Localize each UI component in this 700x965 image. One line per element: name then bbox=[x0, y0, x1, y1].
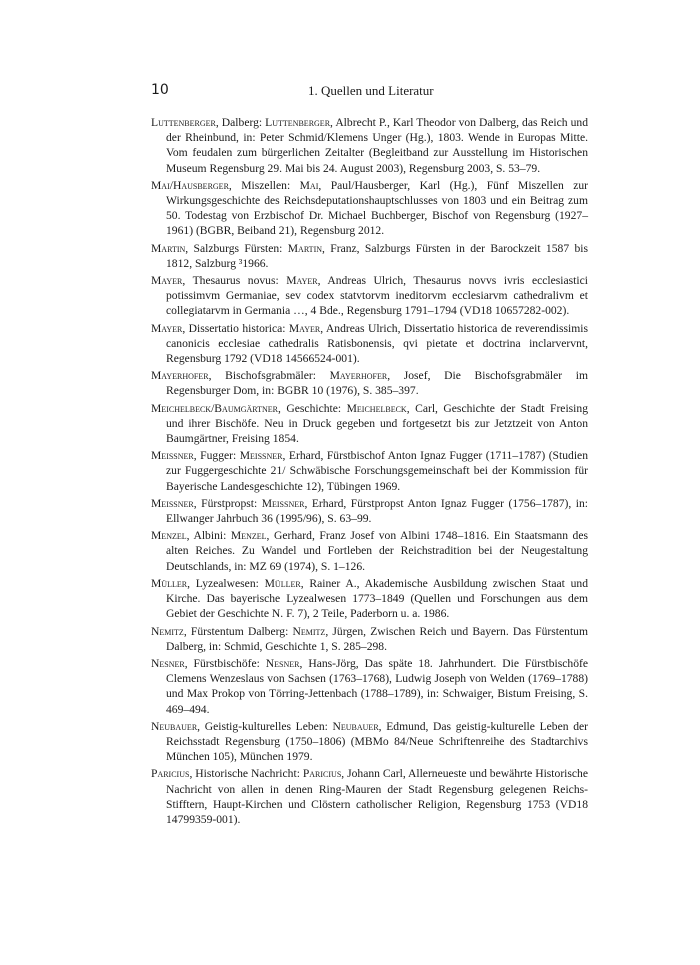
entry-citation: , Gerhard, Franz Josef von Albini 1748–1816. Ein Staatsmann des alten Reiches. Zu Wandel und Fortleben der Reichstradition bei der Neugestaltung Deutschlands, in: MZ 69 (1974), S. 1–126. bbox=[166, 529, 589, 573]
entry-key: Meichelbeck/Baumgärtner bbox=[151, 401, 279, 415]
entry-short-title: , Dalberg: bbox=[215, 116, 266, 129]
entry-author: Nesner bbox=[265, 656, 300, 670]
page-number: 10 bbox=[151, 82, 169, 98]
entry-author: Menzel bbox=[230, 529, 267, 543]
entry-citation: , Albrecht P., Karl Theodor von Dalberg, das Reich und der Rheinbund, in: Peter Schmid/Klemens Unger (Hg.), 1803. Wende in Europas Mitte. Vom feudalen zum bürgerlichen Zeitalter (Begleitband zur Ausstellung im Historischen Museum Regensburg 29. Mai bis 24. August 2003), Regensburg 2003, S. 53–79. bbox=[166, 116, 588, 175]
entry-short-title: , Albini: bbox=[186, 529, 231, 543]
page-header bbox=[151, 82, 588, 102]
entry-key: Paricius bbox=[151, 767, 190, 781]
entry-citation: , Rainer A., Akademische Ausbildung zwischen Staat und Kirche. Das bayerische Lyzealwesen 1773–1849 (Quellen und Forschungen aus dem Gebiet der Geschichte N. F. 7), 2 Teile, Paderborn u. a. 1986. bbox=[166, 576, 588, 621]
entry-key: Menzel bbox=[151, 529, 187, 543]
entry-short-title: , Geschichte: bbox=[278, 401, 347, 415]
entry-author: Mai bbox=[299, 178, 319, 192]
entry-author: Neubauer bbox=[332, 719, 379, 733]
entry-key: Mayerhofer bbox=[151, 369, 209, 383]
bibliography-entry bbox=[151, 624, 588, 654]
entry-citation: , Franz, Salzburgs Fürsten in der Barockzeit 1587 bis 1812, Salzburg ³1966. bbox=[166, 241, 588, 270]
entry-key: Mai/Hausberger bbox=[151, 178, 229, 192]
entry-citation: , Jürgen, Zwischen Reich und Bayern. Das Fürstentum Dalberg, in: Schmid, Geschichte 1, S. 285–298. bbox=[166, 624, 588, 653]
entry-author: Martin bbox=[287, 241, 323, 255]
entry-short-title: , Salzburgs Fürsten: bbox=[185, 241, 288, 255]
entry-short-title: , Fugger: bbox=[193, 449, 240, 463]
entry-short-title: , Bischofsgrabmäler: bbox=[208, 369, 330, 383]
bibliography-list bbox=[151, 115, 588, 829]
bibliography-entry bbox=[151, 401, 588, 447]
entry-author: Müller bbox=[264, 576, 301, 590]
entry-key: Mayer bbox=[151, 274, 183, 288]
bibliography-entry bbox=[151, 448, 588, 494]
entry-short-title: , Historische Nachricht: bbox=[189, 767, 303, 781]
entry-key: Müller bbox=[151, 576, 188, 590]
entry-citation: , Josef, Die Bischofsgrabmäler im Regensburger Dom, in: BGBR 10 (1976), S. 385–397. bbox=[166, 369, 588, 398]
bibliography-entry bbox=[151, 368, 588, 398]
entry-short-title: , Miszellen: bbox=[228, 178, 300, 192]
entry-author: Mayerhofer bbox=[329, 369, 388, 383]
entry-author: Meichelbeck bbox=[346, 401, 407, 415]
entry-author: Nemitz bbox=[292, 624, 326, 638]
entry-citation: , Erhard, Fürstbischof Anton Ignaz Fugger (1711–1787) (Studien zur Fuggergeschichte 21/ Schwäbische Forschungsgemeinschaft bei der Kommission für Bayerische Landesgeschichte 12), Tübingen 1969. bbox=[166, 449, 588, 493]
entry-short-title: , Thesaurus novus: bbox=[182, 274, 287, 288]
entry-citation: , Andreas Ulrich, Dissertatio historica de reverendissimis canonicis ecclesiae cathedralis Ratisbonensis, qvi pietate et doctrina inclarvervnt, Regensburg 1792 (VD18 14566524-001). bbox=[166, 321, 588, 366]
entry-citation: , Johann Carl, Allerneueste und bewährte Historische Nachricht von allen in denen Ring-Mauren der Stadt Regensburg gelegenen Reichs-Stifftern, Haupt-Kirchen und Clöstern catholischer Religion, Regensburg 1753 (VD18 14799359-001). bbox=[166, 767, 588, 826]
entry-key: Neubauer bbox=[151, 719, 198, 733]
entry-short-title: , Lyzealwesen: bbox=[187, 576, 265, 590]
bibliography-entry bbox=[151, 528, 588, 574]
bibliography-entry bbox=[151, 321, 588, 367]
entry-key: Luttenberger bbox=[151, 116, 216, 129]
entry-citation: , Hans-Jörg, Das späte 18. Jahrhundert. Die Fürstbischöfe Clemens Wenzeslaus von Sachsen (1763–1768), Ludwig Joseph von Welden (1769–1788) und Max Prokop von Törring-Jettenbach (1788–1789), in: Schwaiger, Bistum Freising, S. 469–494. bbox=[166, 656, 589, 716]
entry-author: Mayer bbox=[288, 321, 321, 335]
entry-key: Nesner bbox=[151, 656, 185, 670]
entry-citation: , Paul/Hausberger, Karl (Hg.), Fünf Miszellen zur Wirkungsgeschichte des Reichsdeputationshauptschlusses von 1803 und ein Beitrag zum 50. Todestag von Erzbischof Dr. Michael Buchberger, Bischof von Regensburg (1927–1961) (BGBR, Beiband 21), Regensburg 2012. bbox=[166, 178, 588, 238]
entry-short-title: , Fürstentum Dalberg: bbox=[183, 624, 293, 638]
entry-key: Meissner bbox=[151, 449, 194, 463]
entry-key: Martin bbox=[151, 241, 186, 255]
entry-author: Meissner bbox=[239, 449, 283, 463]
bibliography-entry bbox=[151, 576, 588, 622]
entry-citation: , Carl, Geschichte der Stadt Freising und ihrer Bischöfe. Neu in Druck gegeben und fortgesetzt bis zur Jetztzeit von Anton Baumgärtner, Freising 1854. bbox=[166, 401, 588, 446]
bibliography-entry bbox=[151, 178, 588, 239]
entry-short-title: , Geistig-kulturelles Leben: bbox=[197, 719, 333, 733]
bibliography-entry bbox=[151, 115, 588, 176]
running-head: 1. Quellen und Literatur bbox=[308, 83, 434, 98]
entry-key: Meissner bbox=[151, 496, 194, 510]
entry-key: Nemitz bbox=[151, 624, 184, 638]
entry-author: Mayer bbox=[286, 274, 318, 288]
entry-author: Paricius bbox=[302, 767, 342, 781]
bibliography-entry bbox=[151, 496, 588, 526]
bibliography-entry bbox=[151, 656, 588, 717]
entry-citation: , Edmund, Das geistig-kulturelle Leben der Reichsstadt Regensburg (1750–1806) (MBMo 84/Neue Schriftenreihe des Stadtarchivs München 105), München 1979. bbox=[166, 719, 588, 764]
entry-citation: , Erhard, Fürstpropst Anton Ignaz Fugger (1756–1787), in: Ellwanger Jahrbuch 36 (1995/96), S. 63–99. bbox=[166, 496, 588, 526]
entry-short-title: , Fürstpropst: bbox=[193, 496, 262, 510]
entry-short-title: , Dissertatio historica: bbox=[182, 321, 289, 335]
bibliography-entry bbox=[151, 273, 588, 319]
entry-author: Luttenberger bbox=[265, 116, 331, 129]
bibliography-entry bbox=[151, 766, 588, 827]
bibliography-entry bbox=[151, 241, 588, 271]
entry-citation: , Andreas Ulrich, Thesaurus novvs ivris ecclesiastici potissimvm Germaniae, sev codex statvtorvm ineditorvm ecclesiarvm cathedralivm et collegiatarvm in Germania …, 4 Bde., Regensburg 1791–1794 (VD18 10657282-002). bbox=[166, 274, 588, 318]
bibliography-entry bbox=[151, 719, 588, 765]
entry-key: Mayer bbox=[151, 321, 183, 335]
entry-author: Meissner bbox=[261, 496, 305, 510]
entry-short-title: , Fürstbischöfe: bbox=[184, 656, 266, 670]
